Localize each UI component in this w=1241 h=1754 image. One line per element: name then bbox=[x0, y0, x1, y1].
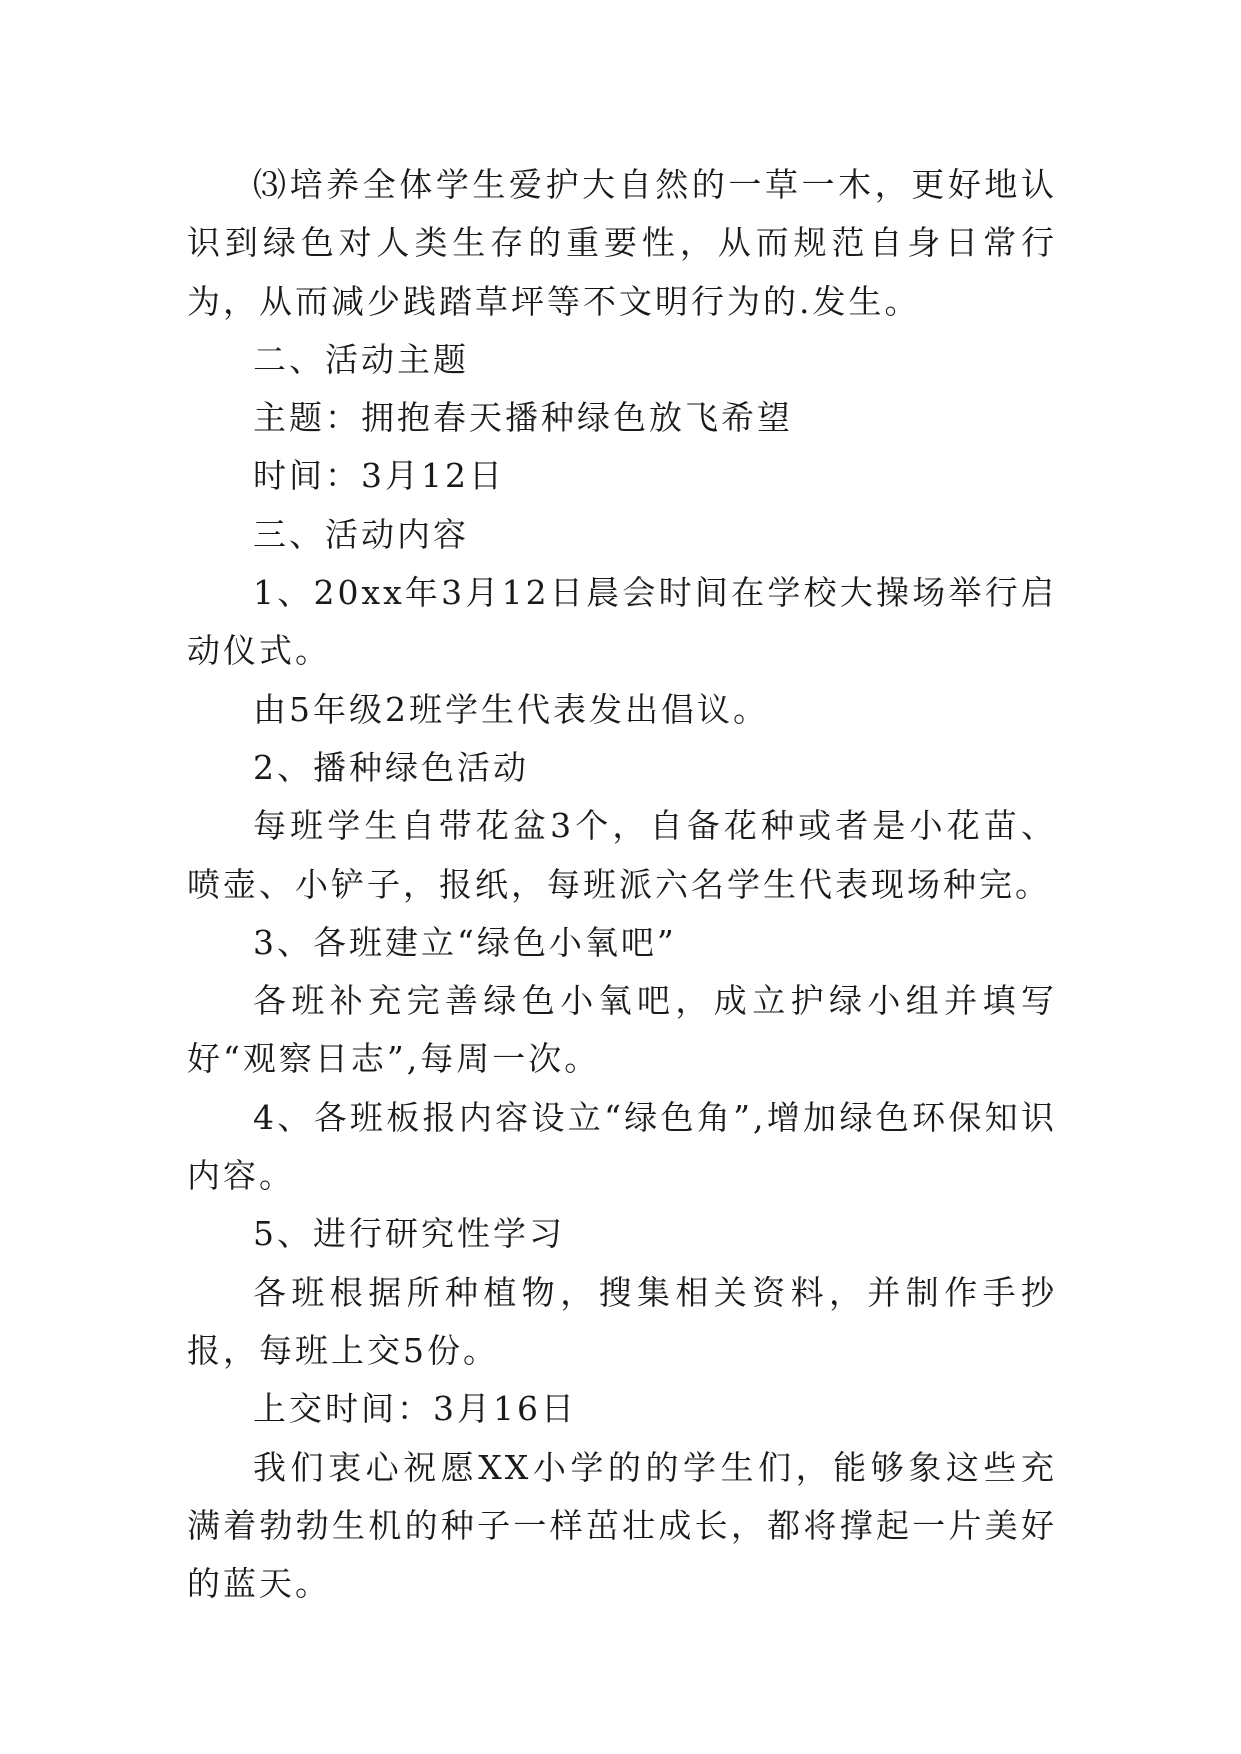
heading-activity-theme: 二、活动主题 bbox=[253, 339, 469, 379]
paragraph-item-4: 4、各班板报内容设立“绿色角”,增加绿色环保知识内容。 bbox=[187, 1097, 1057, 1196]
document-body bbox=[187, 156, 1057, 1613]
paragraph-item-1: 1、20xx年3月12日晨会时间在学校大操场举行启动仪式。 bbox=[187, 573, 1057, 671]
paragraph-goal-3: ⑶培养全体学生爱护大自然的一草一木，更好地认识到绿色对人类生存的重要性，从而规范自身日常行为，从而减少践踏草坪等不文明行为的.发生。 bbox=[187, 165, 1057, 321]
paragraph-theme: 主题：拥抱春天播种绿色放飞希望 bbox=[253, 398, 793, 438]
paragraph-item-2: 2、播种绿色活动 bbox=[253, 747, 529, 787]
paragraph-submit-time: 上交时间：3月16日 bbox=[253, 1389, 577, 1429]
paragraph-item-3: 3、各班建立“绿色小氧吧” bbox=[253, 922, 677, 962]
paragraph-closing: 我们衷心祝愿XX小学的的学生们，能够象这些充满着勃勃生机的种子一样茁壮成长，都将撑起一片美好的蓝天。 bbox=[187, 1447, 1057, 1604]
paragraph-item-5: 5、进行研究性学习 bbox=[253, 1214, 565, 1254]
paragraph-oxygen-bar: 各班补充完善绿色小氧吧，成立护绿小组并填写好“观察日志”,每周一次。 bbox=[187, 981, 1057, 1079]
heading-activity-content: 三、活动内容 bbox=[253, 514, 469, 554]
paragraph-research: 各班根据所种植物，搜集相关资料，并制作手抄报，每班上交5份。 bbox=[187, 1272, 1057, 1370]
paragraph-planting: 每班学生自带花盆3个，自备花种或者是小花苗、喷壶、小铲子，报纸，每班派六名学生代表现场种完。 bbox=[187, 806, 1057, 904]
paragraph-time: 时间：3月12日 bbox=[253, 456, 505, 496]
paragraph-initiative: 由5年级2班学生代表发出倡议。 bbox=[253, 689, 769, 729]
